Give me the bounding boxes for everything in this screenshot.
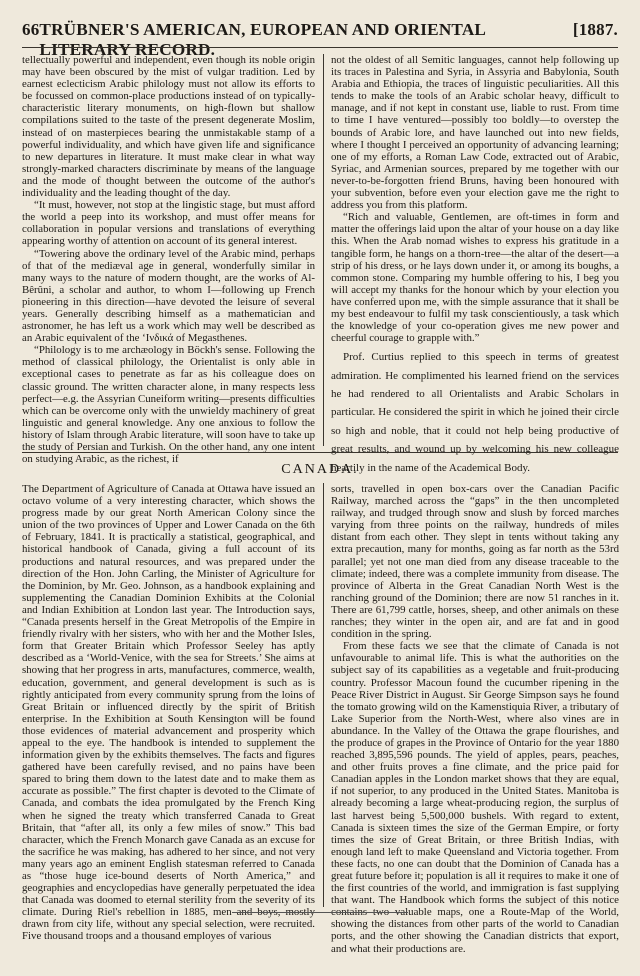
running-title: TRÜBNER'S AMERICAN, EUROPEAN AND ORIENTAL LITERARY RECORD. <box>39 20 486 59</box>
paragraph: “Towering above the ordinary level of the Arabic mind, perhaps of that of the mediæval age in general, wonderfully similar in many ways to the nature of modern thought, are the works of Al-Bêrûni, a scholar and author, to whom I—following up French pioneering in this direction—have devoted the leisure of several years. Generally describing himself as a mathematician and astronomer, he has left us a work which may well be described as an Arabic equivalent of the ‘Ινδικά of Megasthenes. <box>22 247 315 345</box>
running-header <box>22 20 618 59</box>
column-divider <box>323 54 324 446</box>
header-rule <box>22 47 618 48</box>
top-left-column <box>22 54 315 466</box>
bottom-left-column <box>22 483 315 943</box>
paragraph: The Department of Agriculture of Canada at Ottawa have issued an octavo volume of a very interesting character, which shows the progress made by our great North American Colony since the union of the two provinces of Upper and Lower Canada on the 6th of February, 1841. It is practically a statistical, geographical, and historical handbook of Canada, giving a full account of its productions and natural resources, and was prepared under the direction of the Hon. John Carling, the Minister of Agriculture for the Dominion, by Mr. Geo. Johnson, as a handbook explaining and supplementing the Canadian Dominion Exhibits at the Colonial and Indian Exhibition at London last year. The Introduction says, “Canada presents herself in the Great Metropolis of the Empire in friendly rivalry with her sisters, who with her and the Mother Isles, form that Greater Britain which Professor Seeley has aptly described as a ‘World-Venice, with the sea for Streets.’ She aims at showing that her progress in arts, manufactures, commerce, wealth, education, government, and general development is such as is rightly anticipated from every community sprung from the loins of Great Britain or influenced directly by the spirit of British enterprise. In the Exhibition at South Kensington will be found those evidences of material advancement and prosperity which appeal to the eye. The handbook is intended to supplement the information given by the exhibits themselves. The facts and figures gathered have been carefully revised, and no pains have been spared to bring them down to the latest date and to make them as accurate as possible.” The first chapter is devoted to the Climate of Canada, and combats the idea promulgated by the French King when he signed the treaty which transferred Canada to Great Britain, that “after all, its only a few miles of snow.” This bad character, which the French Monarch gave Canada as an excuse for the sacrifice he was making, has adhered to her since, and not very many years ago an eminent English statesman referred to Canada as “those huge ice-bound deserts of North America,” and geographies and encyclopedias have generally perpetuated the idea that Canada was doomed to eternal sterility from the severity of its climate. During Riel's rebellion in 1885, men and boys, mostly drawn from city life, without any special selection, were recruited. Five thousand troops and a thousand employes of various <box>22 483 315 943</box>
paragraph: sorts, travelled in open box-cars over the Canadian Pacific Railway, marched across the “gaps” in the then uncompleted railway, and trudged through snow and slush by forced marches varying from three points on the railway, hundreds of miles distant from each other. They slept in tents without taking any extra precaution, many for months, going as far north as the 53rd parallel; yet not one man died from any disease traceable to the climate; indeed, there was a complete immunity from disease. The province of Alberta in the Great Canadian North West is the ranching ground of the Dominion; there are now 51 ranches in it. There are 61,799 cattle, horses, sheep, and other animals on these ranches; they winter in the open air, and are fat and in good condition in the spring. <box>331 483 619 641</box>
paragraph: tellectually powerful and independent, even though its noble origin may have been obscured by the mist of vulgar tradition. Led by earnest eclecticism Arabic philology must not allow its efforts to be focussed on common-place productions instead of on typically-characteristic literary monuments, on high-flown but shallow compilations suited to the taste of the present degenerate Moslim, instead of on masterpieces bearing the unmistakable stamp of a powerful individuality, and which have given life and significance to new departures in literature. It must make clear in what way strongly-marked characters discriminate by means of the language and the mode of thought between the outcome of the author's individuality and the leading thought of the day. <box>22 54 315 200</box>
column-divider <box>323 483 324 907</box>
page-number: 66 <box>22 20 40 39</box>
section-title: CANADA. <box>281 462 359 477</box>
paragraph: “Rich and valuable, Gentlemen, are oft-times in form and matter the offerings laid upon the altar of your house on a day like this. When the Arab nomad wishes to express his gratitude in a tangible form, he hangs on a thorn-tree—the altar of the desert—a strip of his dress, or he lays down under it, or among its boughs, a common stone. Comparing my humble offering to his, I beg you will accept my thanks for the honour which by your election you have conferred upon me, with the simple assurance that it shall be my best endeavour to fulfil my task conscientiously, a task which the knowledge of your co-operation gives me new power and cheerful courage to grapple with.” <box>331 211 619 345</box>
paragraph: “It must, however, not stop at the lingistic stage, but must afford the world a peep into its workshop, and must offer means for collaboration in popular versions and translations of everything appearing worthy of attention on account of its general interest. <box>22 199 315 248</box>
paragraph: “Philology is to me archæology in Böckh's sense. Following the method of classical philology, the Orientalist is only able in exceptional cases to penetrate as far as his colleague does on classic ground. The written character alone, in many respects less perfect—e.g. the Assyrian Cuneiform writing—presents difficulties which can be overcome only with the unwieldy machinery of great linguistic and general knowledge. Any one anxious to follow the history of Islam through Arabic literature, will soon have to take up the study of Persian and Turkish. On the other hand, any one intent on studying Arabic, as the richest, if <box>22 344 315 466</box>
end-rule <box>232 912 408 913</box>
top-right-column <box>331 54 619 474</box>
paragraph: Prof. Curtius replied to this speech in terms of greatest admiration. He complimented his learned friend on the services he had rendered to all Orientalists and Arabic Scholars in particular. He considered the spirit in which he joined their circle so high and noble, that it could not help being productive of great results, and wound up by welcoming his new colleague heartily in the name of the Academical Body. <box>331 351 619 474</box>
paragraph: From these facts we see that the climate of Canada is not unfavourable to animal life. This is what the authorities on the subject say of its capabilities as a vegetable and fruit-producing country. Professor Macoun found the cucumber ripening in the Peace River District in August. Sir George Simpson says he found the tomato growing wild on the Kamenstiquia River, a tributary of Lake Superior from the North-West, where also vines are in abundance. In the Valley of the Ottawa the grape flourishes, and the produce of grapes in the Province of Ontario for the year 1880 reached 3,895,596 pounds. The yield of apples, pears, peaches, and other fruits proves a fine climate, and the price paid for Canadian apples in the London market shows that they are equal, if not superior, to any produced in the United States. Manitoba is already becoming a large wheat-producing region, the surplus of last harvest being 5,500,000 bushels. With regard to extent, Canada is sixteen times the size of the German Empire, or forty times the size of Great Britain, or three British Indias, with enough land left to make Queensland and Victoria together. From these facts, no one can doubt that the Dominion of Canada has a great future before it; population is all it requires to make it one of the first countries of the world, and immigration is fast supplying that want. The Handbook which forms the subject of this notice contains two valuable maps, one a Route-Map of the World, showing the distances from other parts of the world to Canadian ports, and the other showing the Canadian districts that export, and what their productions are. <box>331 640 619 955</box>
section-rule <box>22 452 618 453</box>
bottom-right-column <box>331 483 619 955</box>
paragraph: not the oldest of all Semitic languages, cannot help following up its traces in Palestina and Syria, in Assyria and Babylonia, South Arabia and Ethiopia, the traces of linguistic peculiarities. All this tends to make the tools of an Arabic scholar heavy, difficult to manage, and if not kept in constant use, liable to rust. From time to time I have ventured—possibly too boldly—to overstep the bounds of Arabic lore, and have launched out into new fields, where I thought I perceived an opportunity of advancing learning; one of my efforts, a Roman Law Code, extracted out of Arabic, Syriac, and Armenian sources, prepared by me together with our never-to-be-forgotten friend Bruns, having been honoured with your subvention, before even your election gave me the right to address you from this platform. <box>331 54 619 212</box>
header-year: [1887. <box>572 20 618 39</box>
